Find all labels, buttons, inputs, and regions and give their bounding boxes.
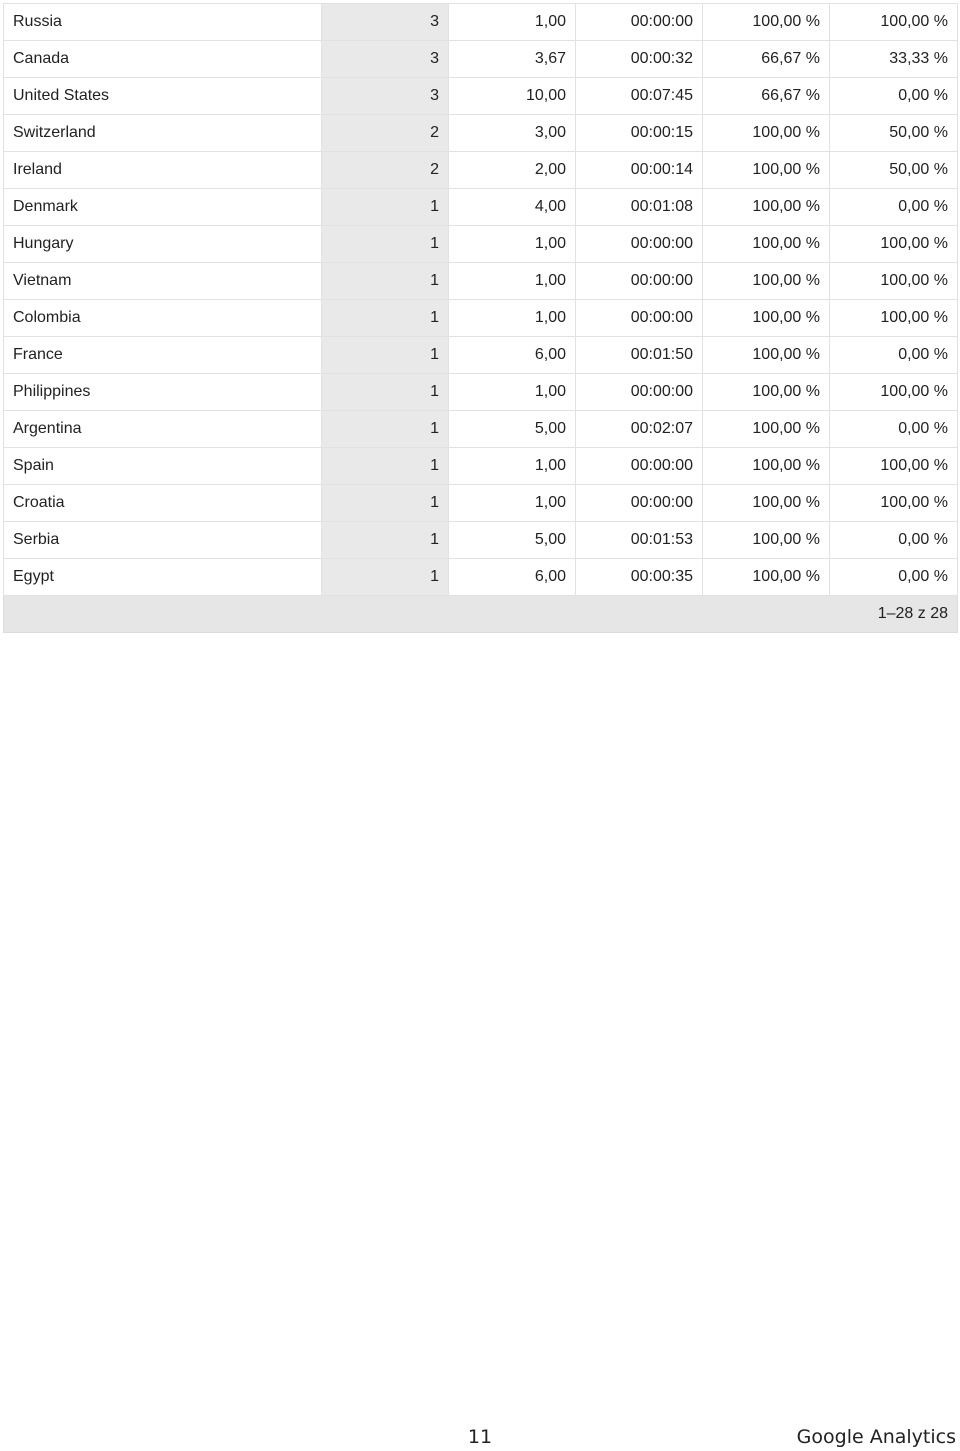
- new-sessions-cell: 100,00 %: [703, 263, 830, 300]
- country-cell: Spain: [4, 448, 322, 485]
- table-row: [4, 300, 958, 337]
- avg-duration-cell: 00:00:00: [576, 4, 703, 41]
- table-row: [4, 41, 958, 78]
- avg-duration-cell: 00:00:00: [576, 485, 703, 522]
- sessions-cell: 3: [322, 78, 449, 115]
- table-row: [4, 448, 958, 485]
- avg-duration-cell: 00:01:50: [576, 337, 703, 374]
- pages-per-session-cell: 1,00: [449, 448, 576, 485]
- new-sessions-cell: 100,00 %: [703, 559, 830, 596]
- sessions-cell: 1: [322, 522, 449, 559]
- sessions-cell: 1: [322, 411, 449, 448]
- sessions-cell: 1: [322, 189, 449, 226]
- country-cell: Denmark: [4, 189, 322, 226]
- table-row: [4, 374, 958, 411]
- pages-per-session-cell: 1,00: [449, 226, 576, 263]
- new-sessions-cell: 100,00 %: [703, 337, 830, 374]
- avg-duration-cell: 00:01:53: [576, 522, 703, 559]
- avg-duration-cell: 00:00:00: [576, 448, 703, 485]
- pages-per-session-cell: 6,00: [449, 559, 576, 596]
- avg-duration-cell: 00:00:00: [576, 374, 703, 411]
- country-cell: Philippines: [4, 374, 322, 411]
- country-cell: France: [4, 337, 322, 374]
- pages-per-session-cell: 1,00: [449, 263, 576, 300]
- table-row: [4, 559, 958, 596]
- new-sessions-cell: 100,00 %: [703, 226, 830, 263]
- country-cell: Argentina: [4, 411, 322, 448]
- avg-duration-cell: 00:07:45: [576, 78, 703, 115]
- avg-duration-cell: 00:02:07: [576, 411, 703, 448]
- table-row: [4, 115, 958, 152]
- avg-duration-cell: 00:00:14: [576, 152, 703, 189]
- pages-per-session-cell: 1,00: [449, 300, 576, 337]
- avg-duration-cell: 00:00:15: [576, 115, 703, 152]
- bounce-rate-cell: 0,00 %: [830, 411, 958, 448]
- pages-per-session-cell: 1,00: [449, 374, 576, 411]
- bounce-rate-cell: 100,00 %: [830, 374, 958, 411]
- bounce-rate-cell: 0,00 %: [830, 337, 958, 374]
- table-row: [4, 485, 958, 522]
- sessions-cell: 1: [322, 300, 449, 337]
- bounce-rate-cell: 33,33 %: [830, 41, 958, 78]
- avg-duration-cell: 00:00:00: [576, 300, 703, 337]
- pages-per-session-cell: 5,00: [449, 411, 576, 448]
- sessions-cell: 1: [322, 337, 449, 374]
- country-cell: Egypt: [4, 559, 322, 596]
- pages-per-session-cell: 5,00: [449, 522, 576, 559]
- new-sessions-cell: 100,00 %: [703, 485, 830, 522]
- table-row: [4, 263, 958, 300]
- table-row: [4, 189, 958, 226]
- country-cell: Canada: [4, 41, 322, 78]
- pages-per-session-cell: 10,00: [449, 78, 576, 115]
- pages-per-session-cell: 4,00: [449, 189, 576, 226]
- country-report-table: [3, 3, 958, 633]
- brand-name: Google Analytics: [796, 1426, 956, 1448]
- new-sessions-cell: 100,00 %: [703, 189, 830, 226]
- sessions-cell: 1: [322, 374, 449, 411]
- avg-duration-cell: 00:00:32: [576, 41, 703, 78]
- pages-per-session-cell: 3,67: [449, 41, 576, 78]
- new-sessions-cell: 100,00 %: [703, 300, 830, 337]
- new-sessions-cell: 100,00 %: [703, 522, 830, 559]
- country-cell: Switzerland: [4, 115, 322, 152]
- table-body: [4, 4, 958, 633]
- sessions-cell: 1: [322, 226, 449, 263]
- country-cell: Vietnam: [4, 263, 322, 300]
- sessions-cell: 1: [322, 559, 449, 596]
- new-sessions-cell: 66,67 %: [703, 78, 830, 115]
- bounce-rate-cell: 100,00 %: [830, 485, 958, 522]
- sessions-cell: 1: [322, 485, 449, 522]
- avg-duration-cell: 00:00:00: [576, 226, 703, 263]
- avg-duration-cell: 00:00:35: [576, 559, 703, 596]
- bounce-rate-cell: 100,00 %: [830, 226, 958, 263]
- new-sessions-cell: 66,67 %: [703, 41, 830, 78]
- bounce-rate-cell: 50,00 %: [830, 115, 958, 152]
- pagination-label: 1–28 z 28: [4, 596, 958, 633]
- table-row: [4, 78, 958, 115]
- bounce-rate-cell: 0,00 %: [830, 559, 958, 596]
- avg-duration-cell: 00:01:08: [576, 189, 703, 226]
- country-cell: Colombia: [4, 300, 322, 337]
- table-row: [4, 226, 958, 263]
- new-sessions-cell: 100,00 %: [703, 374, 830, 411]
- sessions-cell: 2: [322, 152, 449, 189]
- page-number: 11: [467, 1426, 493, 1448]
- bounce-rate-cell: 100,00 %: [830, 300, 958, 337]
- pages-per-session-cell: 6,00: [449, 337, 576, 374]
- avg-duration-cell: 00:00:00: [576, 263, 703, 300]
- bounce-rate-cell: 100,00 %: [830, 448, 958, 485]
- sessions-cell: 1: [322, 448, 449, 485]
- pages-per-session-cell: 2,00: [449, 152, 576, 189]
- bounce-rate-cell: 100,00 %: [830, 4, 958, 41]
- table-row: [4, 337, 958, 374]
- new-sessions-cell: 100,00 %: [703, 4, 830, 41]
- pages-per-session-cell: 3,00: [449, 115, 576, 152]
- bounce-rate-cell: 0,00 %: [830, 78, 958, 115]
- pages-per-session-cell: 1,00: [449, 485, 576, 522]
- table-row: [4, 411, 958, 448]
- sessions-cell: 3: [322, 41, 449, 78]
- new-sessions-cell: 100,00 %: [703, 152, 830, 189]
- sessions-cell: 3: [322, 4, 449, 41]
- pages-per-session-cell: 1,00: [449, 4, 576, 41]
- new-sessions-cell: 100,00 %: [703, 115, 830, 152]
- sessions-cell: 1: [322, 263, 449, 300]
- bounce-rate-cell: 100,00 %: [830, 263, 958, 300]
- country-cell: United States: [4, 78, 322, 115]
- bounce-rate-cell: 0,00 %: [830, 522, 958, 559]
- country-cell: Russia: [4, 4, 322, 41]
- bounce-rate-cell: 50,00 %: [830, 152, 958, 189]
- country-cell: Ireland: [4, 152, 322, 189]
- table-pagination-row: [4, 596, 958, 633]
- new-sessions-cell: 100,00 %: [703, 448, 830, 485]
- table-row: [4, 152, 958, 189]
- country-cell: Serbia: [4, 522, 322, 559]
- bounce-rate-cell: 0,00 %: [830, 189, 958, 226]
- table-row: [4, 4, 958, 41]
- country-cell: Croatia: [4, 485, 322, 522]
- table-row: [4, 522, 958, 559]
- new-sessions-cell: 100,00 %: [703, 411, 830, 448]
- country-cell: Hungary: [4, 226, 322, 263]
- sessions-cell: 2: [322, 115, 449, 152]
